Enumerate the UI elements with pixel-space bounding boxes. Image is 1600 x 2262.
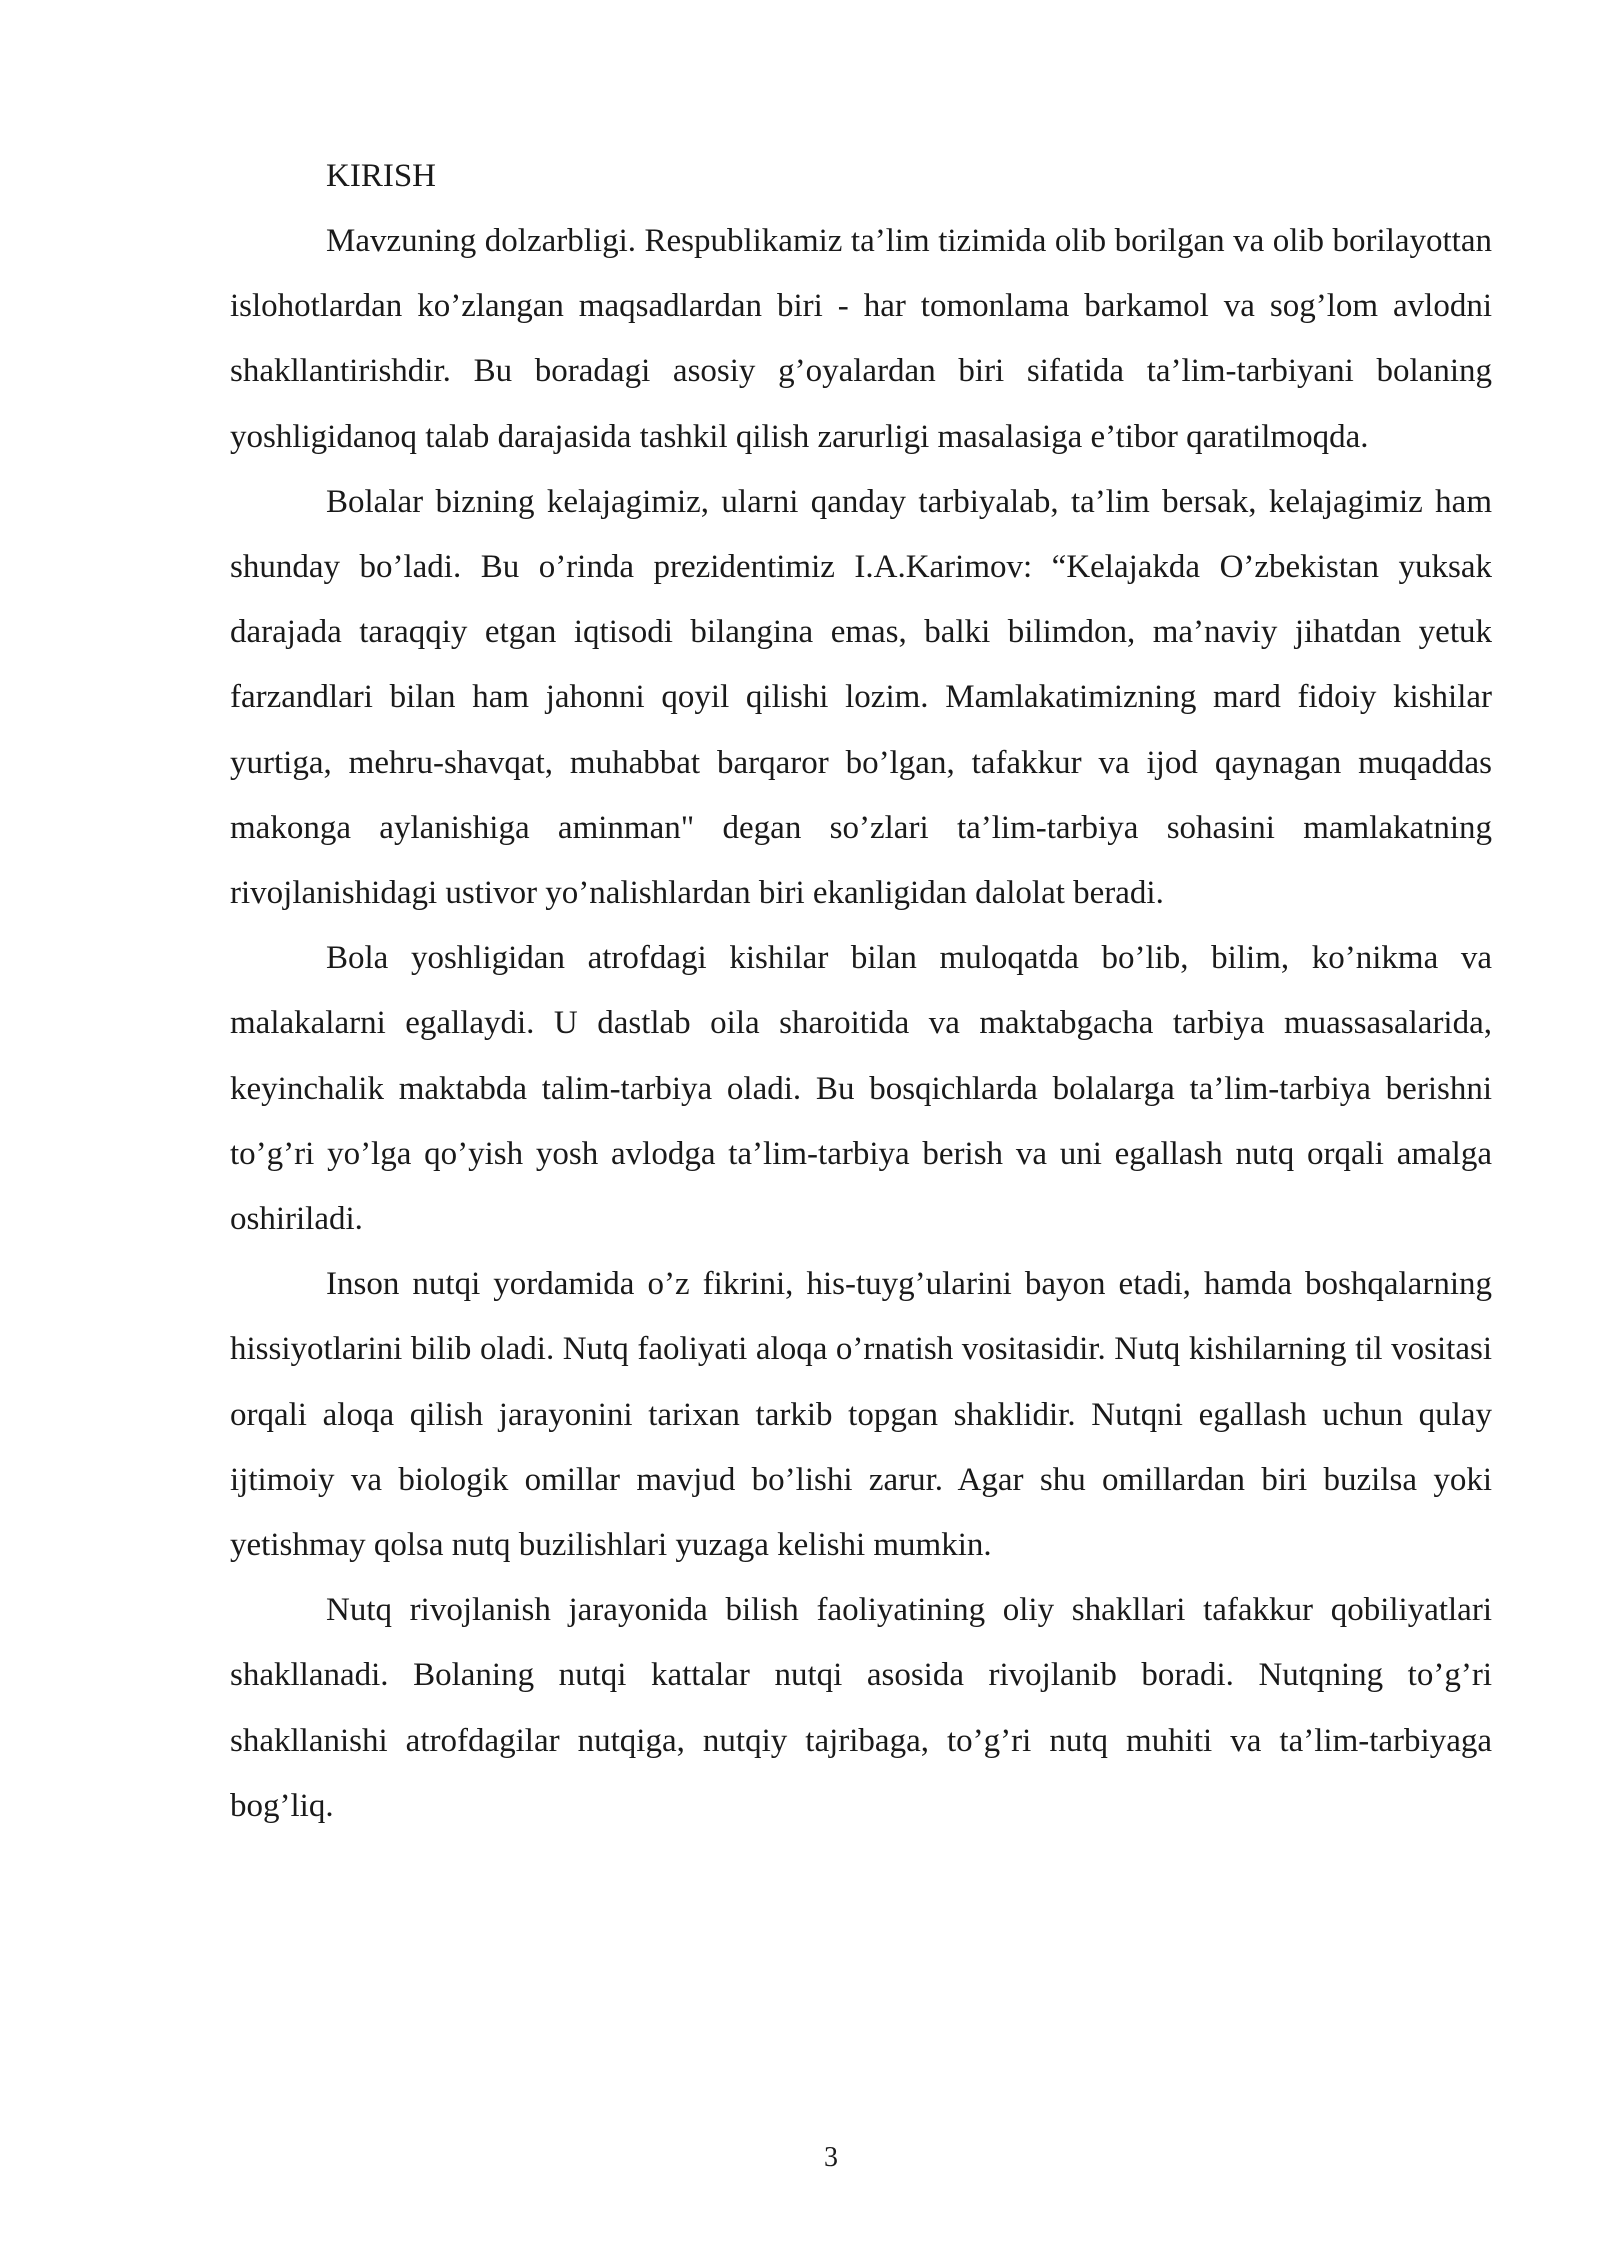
paragraph-children-future: Bolalar bizning kelajagimiz, ularni qanday tarbiyalab, ta’lim bersak, kelajagimiz ham shunday bo’ladi. Bu o’rinda prezidentimiz I.A.Karimov: “Kelajakda O’zbekistan yuksak darajada taraqqiy etgan iqtisodi bilangina emas, balki bilimdon, ma’naviy jihatdan yetuk farzandlari bilan ham jahonni qoyil qilishi lozim. Mamlakatimizning mard fidoiy kishilar yurtiga, mehru-shavqat, muhabbat barqaror bo’lgan, tafakkur va ijod qaynagan muqaddas makonga aylanishiga aminman" degan so’zlari ta’lim-tarbiya sohasini mamlakatning rivojlanishidagi ustivor yo’nalishlardan biri ekanligidan dalolat beradi. [230,483,1492,912]
page-number: 3 [824,2142,838,2173]
paragraph-speech-development: Nutq rivojlanish jarayonida bilish faoliyatining oliy shakllari tafakkur qobiliyatlari shakllanadi. Bolaning nutqi kattalar nutqi asosida rivojlanib boradi. Nutqning to’g’ri shakllanishi atrofdagilar nutqiga, nutqiy tajribaga, to’g’ri nutq muhiti va ta’lim-tarbiyaga bog’liq. [230,1592,1492,1824]
paragraph-relevance: Mavzuning dolzarbligi. Respublikamiz ta’lim tizimida olib borilgan va olib borilayottan islohotlardan ko’zlangan maqsadlardan biri - har tomonlama barkamol va sog’lom avlodni shakllantirishdir. Bu boradagi asosiy g’oyalardan biri sifatida ta’lim-tarbiyani bolaning yoshligidanoq talab darajasida tashkil qilish zarurligi masalasiga e’tibor qaratilmoqda. [230,223,1492,455]
paragraph-human-speech: Inson nutqi yordamida o’z fikrini, his-tuyg’ularini bayon etadi, hamda boshqalarning hissiyotlarini bilib oladi. Nutq faoliyati aloqa o’rnatish vositasidir. Nutq kishilarning til vositasi orqali aloqa qilish jarayonini tarixan tarkib topgan shaklidir. Nutqni egallash uchun qulay ijtimoiy va biologik omillar mavjud bo’lishi zarur. Agar shu omillardan biri buzilsa yoki yetishmay qolsa nutq buzilishlari yuzaga kelishi mumkin. [230,1266,1492,1564]
paragraph-child-learning: Bola yoshligidan atrofdagi kishilar bilan muloqatda bo’lib, bilim, ko’nikma va malakalarni egallaydi. U dastlab oila sharoitida va maktabgacha tarbiya muassasalarida, keyinchalik maktabda talim-tarbiya oladi. Bu bosqichlarda bolalarga ta’lim-tarbiya berishni to’g’ri yo’lga qo’yish yosh avlodga ta’lim-tarbiya berish va uni egallash nutq orqali amalga oshiriladi. [230,940,1492,1238]
section-heading: KIRISH [326,158,437,194]
document-body [230,144,1492,1839]
